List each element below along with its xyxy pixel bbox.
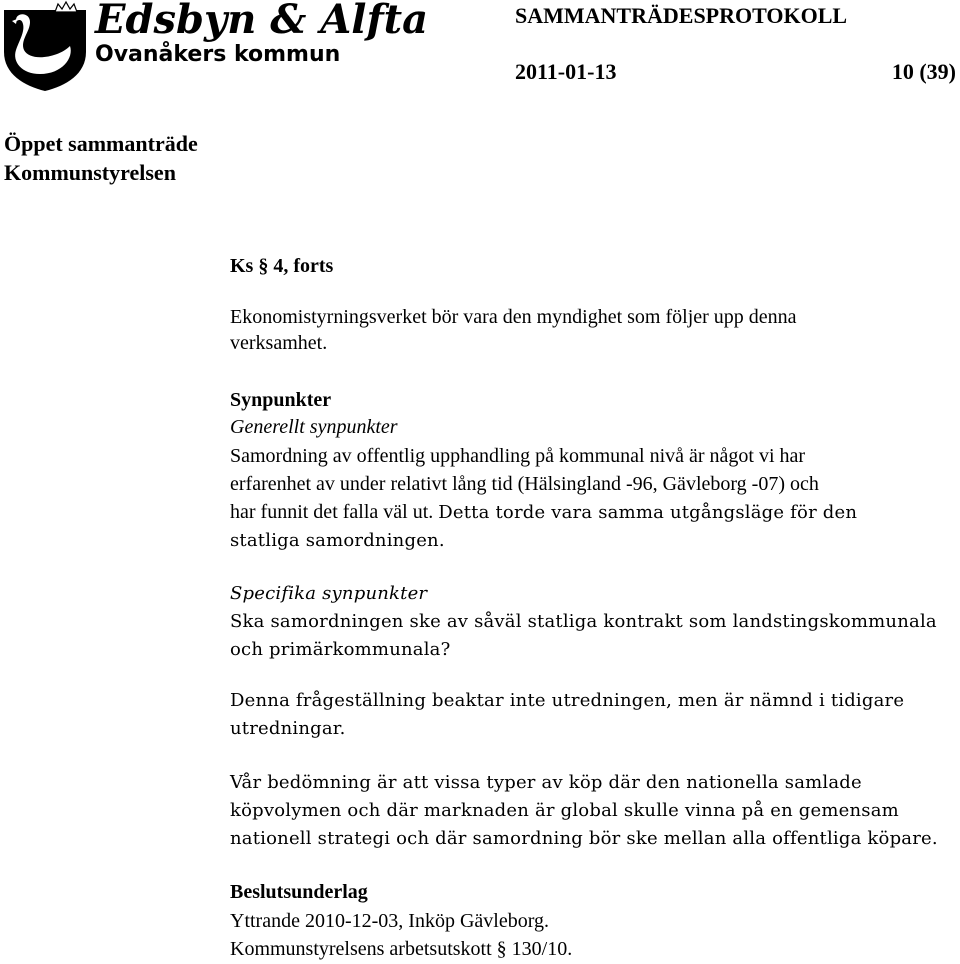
document-date: 2011-01-13 — [515, 59, 617, 84]
paragraph-segment: Detta torde vara samma utgångsläge för den — [438, 502, 858, 523]
page-number: 10 (39) — [891, 59, 956, 84]
document-type: SAMMANTRÄDESPROTOKOLL — [515, 3, 848, 28]
section-heading: Ks § 4, forts — [230, 255, 334, 277]
paragraph-line: Vår bedömning är att vissa typer av köp där den nationella samlade — [230, 772, 862, 793]
reference-line: Yttrande 2010-12-03, Inköp Gävleborg. — [230, 910, 550, 932]
meeting-type: Öppet sammanträde — [4, 131, 198, 156]
subheading-generellt: Generellt synpunkter — [230, 416, 398, 438]
paragraph-line: statliga samordningen. — [230, 530, 445, 551]
subheading-specifika: Specifika synpunkter — [230, 583, 428, 604]
paragraph-line — [230, 499, 857, 526]
reference-line: Kommunstyrelsens arbetsutskott § 130/10. — [230, 938, 573, 960]
committee-name: Kommunstyrelsen — [4, 160, 176, 185]
heading-beslutsunderlag: Beslutsunderlag — [230, 881, 368, 903]
paragraph-line: Denna frågeställning beaktar inte utredningen, men är nämnd i tidigare — [230, 690, 905, 711]
org-name: Edsbyn & Alfta — [95, 0, 429, 43]
paragraph-line: köpvolymen och där marknaden är global skulle vinna på en gemensam — [230, 800, 899, 821]
paragraph-line: verksamhet. — [230, 332, 328, 354]
paragraph-line: Samordning av offentlig upphandling på kommunal nivå är något vi har — [230, 445, 806, 467]
paragraph-line: utredningar. — [230, 718, 346, 739]
org-subtitle: Ovanåkers kommun — [95, 42, 341, 67]
heading-synpunkter: Synpunkter — [230, 389, 332, 411]
paragraph-segment: har funnit det falla väl ut. — [230, 501, 434, 523]
paragraph-line: Ska samordningen ske av såväl statliga kontrakt som landstingskommunala — [230, 611, 937, 632]
municipality-logo-icon — [0, 0, 90, 92]
paragraph-line: Ekonomistyrningsverket bör vara den myndighet som följer upp denna — [230, 306, 797, 328]
paragraph-line: nationell strategi och där samordning bör ske mellan alla offentliga köpare. — [230, 828, 938, 849]
paragraph-line: och primärkommunala? — [230, 639, 451, 660]
paragraph-line: erfarenhet av under relativt lång tid (Hälsingland -96, Gävleborg -07) och — [230, 473, 819, 495]
